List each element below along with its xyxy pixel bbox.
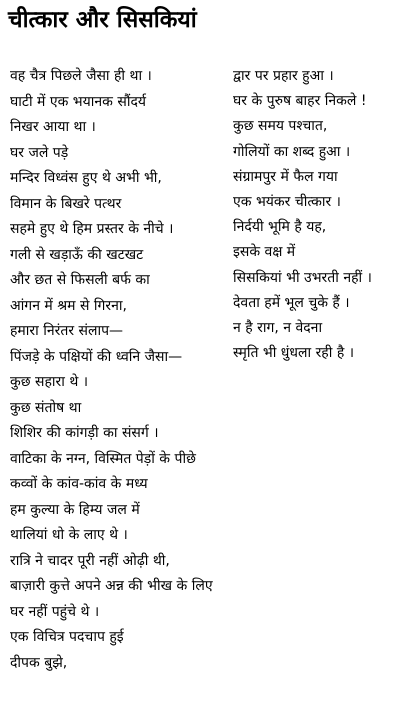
poem-line: संग्रामपुर में फैल गया — [233, 168, 338, 185]
poem-line: कुछ सहारा थे । — [10, 374, 89, 390]
poem-line: शिशिर की कांगड़ी का संसर्ग । — [10, 425, 159, 441]
poem-line: कव्वों के कांव-कांव के मध्य — [10, 476, 148, 492]
poem-line: वह चैत्र पिछले जैसा ही था । — [10, 68, 152, 84]
poem-line: एक भयंकर चीत्कार । — [233, 193, 341, 210]
poem-line: पिंजड़े के पक्षियों की ध्वनि जैसा— — [10, 348, 183, 365]
poem-line: न है राग, न वेदना — [233, 319, 323, 336]
poem-line: गोलियों का शब्द हुआ । — [233, 143, 351, 160]
poem-line: सिसकियां भी उभरती नहीं । — [233, 269, 372, 286]
poem-line: निर्दयी भूमि है यह, — [233, 219, 327, 236]
poem-line: स्मृति भी धुंधला रही है । — [233, 345, 355, 362]
poem-line: विमान के बिखरे पत्थर — [10, 195, 122, 212]
poem-line: आंगन में श्रम से गिरना, — [10, 297, 127, 314]
poem-line: इसके वक्ष में — [233, 244, 296, 261]
poem-line: घर के पुरुष बाहर निकले ! — [233, 93, 367, 110]
poem-line: और छत से फिसली बर्फ का — [10, 272, 150, 288]
poem-line: हमारा निरंतर संलाप— — [10, 323, 124, 339]
poem-line: गली से खड़ाऊँ की खटखट — [10, 246, 144, 263]
poem-line: घर जले पड़े — [10, 144, 69, 161]
poem-line: निखर आया था । — [10, 119, 96, 135]
poem-title: चीत्कार और सिसकियां — [8, 7, 197, 33]
poem-line: बाज़ारी कुत्ते अपने अन्न की भीख के लिए — [10, 578, 213, 594]
poem-right-column — [233, 64, 372, 366]
poem-line: हम कुल्या के हिम्य जल में — [10, 501, 140, 518]
poem-left-column — [10, 64, 213, 676]
poem-line: देवता हमें भूल चुके हैं । — [233, 294, 350, 311]
poem-line: एक विचित्र पदचाप हुई — [10, 629, 124, 645]
poem-line: सहमे हुए थे हिम प्रस्तर के नीचे । — [10, 221, 174, 237]
poem-line: कुछ संतोष था — [10, 399, 82, 416]
poem-line: मन्दिर विध्वंस हुए थे अभी भी, — [10, 170, 162, 186]
poem-line: थालियां धो के लाए थे । — [10, 527, 128, 543]
poem-line: रात्रि ने चादर पूरी नहीं ओढ़ी थी, — [10, 552, 170, 569]
poem-line: घर नहीं पहुंचे थे । — [10, 603, 100, 620]
poem-line: घाटी में एक भयानक सौंदर्य — [10, 93, 147, 110]
poem-line: द्वार पर प्रहार हुआ । — [233, 68, 334, 84]
poem-line: दीपक बुझे, — [10, 654, 68, 671]
poem-line: कुछ समय पश्चात, — [233, 118, 328, 135]
poem-line: वाटिका के नग्न, विस्मित पेड़ों के पीछे — [10, 450, 196, 467]
